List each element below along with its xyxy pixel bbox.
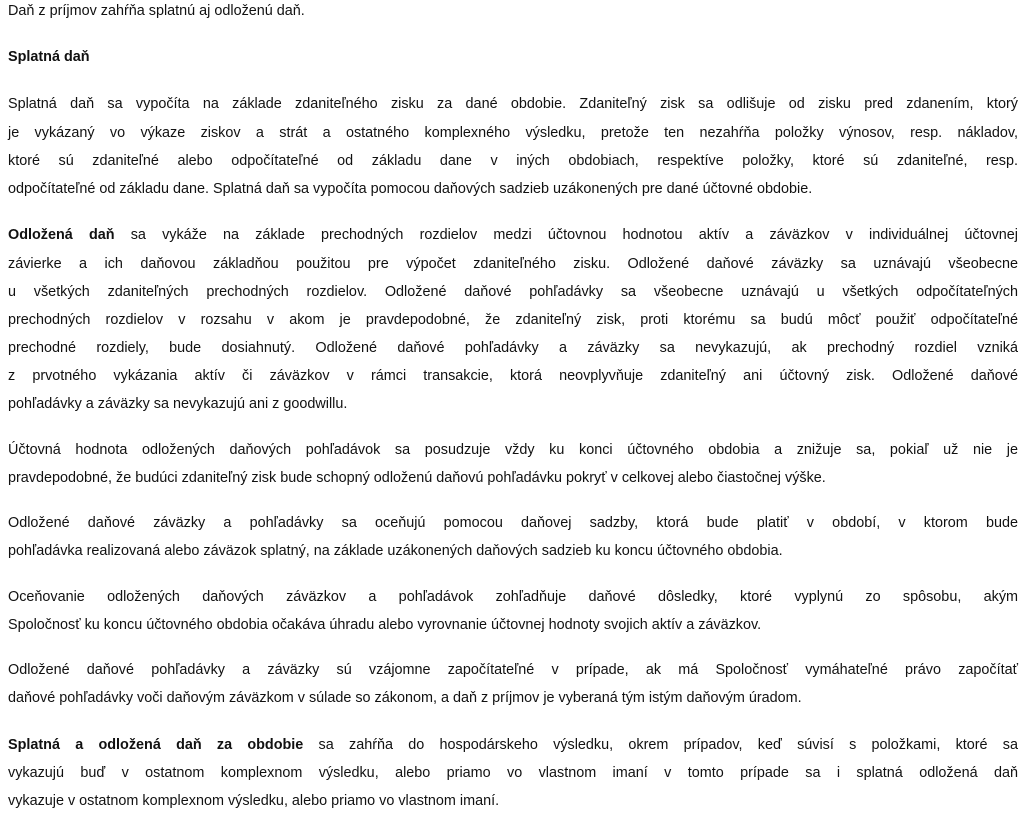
paragraph-line: pohľadávky a záväzky sa nevykazujú ani z goodwillu.	[8, 396, 348, 412]
paragraph-line: prechodné rozdiely, bude dosiahnutý. Odložené daňové pohľadávky a záväzky sa nevykazujú, ak prechodný rozdiel vzniká	[8, 340, 1018, 356]
paragraph-line: pravdepodobné, že budúci zdaniteľný zisk bude schopný odloženú daňovú pohľadávku pokryť v celkovej alebo čiastočnej výške.	[8, 470, 826, 486]
intro-text: Daň z príjmov zahŕňa splatnú aj odloženú daň.	[8, 3, 305, 19]
paragraph-line: Odložené daňové pohľadávky a záväzky sú vzájomne započítateľné v prípade, ak má Spoločnosť vymáhateľné právo započítať	[8, 662, 1018, 678]
paragraph-line: u všetkých zdaniteľných prechodných rozdielov. Odložené daňové pohľadávky sa všeobecne uznávajú u všetkých odpočítateľných	[8, 284, 1018, 300]
paragraph-line: Účtovná hodnota odložených daňových pohľadávok sa posudzuje vždy ku konci účtovného obdobia a znižuje sa, pokiaľ už nie je	[8, 442, 1018, 458]
paragraph-line: pohľadávka realizovaná alebo záväzok splatný, na základe uzákonených daňových sadzieb ku koncu účtovného obdobia.	[8, 543, 783, 559]
paragraph-line: z prvotného vykázania aktív či záväzkov v rámci transakcie, ktorá neovplyvňuje zdaniteľný ani účtovný zisk. Odložené daňové	[8, 368, 1018, 384]
paragraph-line: závierke a ich daňovou základňou použitou pre výpočet zdaniteľného zisku. Odložené daňové záväzky sa uznávajú všeobecne	[8, 256, 1018, 272]
paragraph-line: Splatná a odložená daň za obdobie sa zahŕňa do hospodárskeho výsledku, okrem prípadov, keď súvisí s položkami, ktoré sa	[8, 737, 1018, 753]
paragraph-line: Odložené daňové záväzky a pohľadávky sa oceňujú pomocou daňovej sadzby, ktorá bude platiť v období, v ktorom bude	[8, 515, 1018, 531]
paragraph-line: daňové pohľadávky voči daňovým záväzkom v súlade so zákonom, a daň z príjmov je vyberaná tým istým daňovým úradom.	[8, 690, 802, 706]
paragraph-line: odpočítateľné od základu dane. Splatná daň sa vypočíta pomocou daňových sadzieb uzákonených pre dané účtovné obdobie.	[8, 181, 813, 197]
paragraph-line: Odložená daň sa vykáže na základe prechodných rozdielov medzi účtovnou hodnotou aktív a záväzkov v individuálnej účtovnej	[8, 227, 1018, 243]
paragraph-line: Spoločnosť ku koncu účtovného obdobia očakáva úhradu alebo vyrovnanie účtovnej hodnoty svojich aktív a záväzkov.	[8, 617, 762, 633]
paragraph-line: Oceňovanie odložených daňových záväzkov a pohľadávok zohľadňuje daňové dôsledky, ktoré vyplynú zo spôsobu, akým	[8, 589, 1018, 605]
bold-term: Splatná a odložená daň za obdobie	[8, 737, 304, 753]
paragraph-line: je vykázaný vo výkaze ziskov a strát a ostatného komplexného výsledku, pretože ten nezahŕňa položky výnosov, resp. nákladov,	[8, 125, 1018, 141]
section-heading: Splatná daň	[8, 49, 90, 65]
bold-term: Odložená daň	[8, 227, 115, 243]
paragraph-line: Splatná daň sa vypočíta na základe zdaniteľného zisku za dané obdobie. Zdaniteľný zisk sa odlišuje od zisku pred zdanením, ktorý	[8, 96, 1018, 112]
paragraph-line: prechodných rozdielov v rozsahu v akom je pravdepodobné, že zdaniteľný zisk, proti ktorému sa budú môcť použiť odpočítateľné	[8, 312, 1018, 328]
paragraph-line: vykazujú buď v ostatnom komplexnom výsledku, alebo priamo vo vlastnom imaní v tomto prípade sa i splatná odložená daň	[8, 765, 1018, 781]
paragraph-line: ktoré sú zdaniteľné alebo odpočítateľné od základu dane v iných obdobiach, respektíve položky, ktoré sú zdaniteľné, resp.	[8, 153, 1018, 169]
paragraph-line: vykazuje v ostatnom komplexnom výsledku, alebo priamo vo vlastnom imaní.	[8, 793, 500, 809]
